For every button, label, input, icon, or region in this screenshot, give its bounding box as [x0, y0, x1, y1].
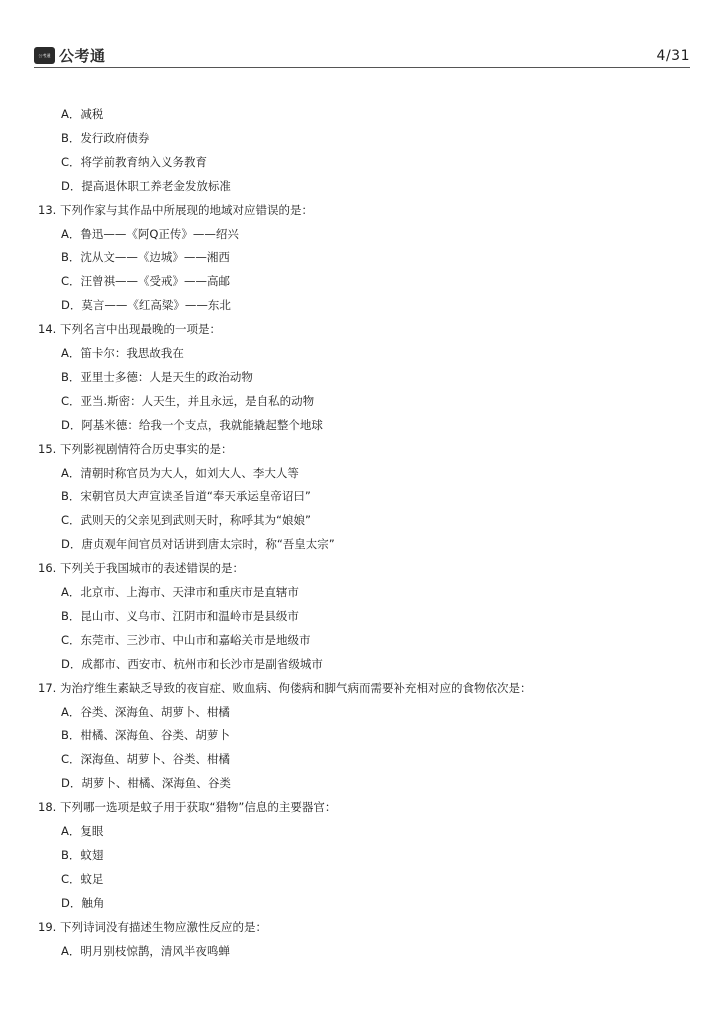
- answer-option: C．亚当.斯密：人天生，并且永远，是自私的动物: [61, 393, 315, 408]
- answer-option: A．鲁迅——《阿Q正传》——绍兴: [61, 226, 239, 241]
- answer-option: A．北京市、上海市、天津市和重庆市是直辖市: [61, 585, 299, 599]
- answer-option: B．昆山市、义乌市、江阴市和温岭市是县级市: [61, 608, 299, 623]
- answer-option: A．复眼: [61, 824, 104, 838]
- answer-option: C．汪曾祺——《受戒》——高邮: [61, 274, 231, 289]
- answer-option: B．蚊翅: [61, 847, 104, 862]
- answer-option: D．触角: [61, 895, 105, 910]
- brand-name: 公考通: [59, 46, 106, 65]
- logo-icon: 公考通: [34, 47, 55, 64]
- answer-option: B．宋朝官员大声宣读圣旨道“奉天承运皇帝诏曰”: [61, 489, 311, 504]
- answer-option: A．明月别枝惊鹊，清风半夜鸣蝉: [61, 943, 230, 958]
- question-stem: 13. 下列作家与其作品中所展现的地域对应错误的是：: [38, 202, 313, 217]
- answer-option: C．蚊足: [61, 871, 104, 886]
- question-stem: 18. 下列哪一选项是蚊子用于获取“猎物”信息的主要器官：: [38, 800, 337, 815]
- answer-option: B．柑橘、深海鱼、谷类、胡萝卜: [61, 728, 230, 743]
- answer-option: C．深海鱼、胡萝卜、谷类、柑橘: [61, 752, 231, 767]
- question-stem: 17. 为治疗维生素缺乏导致的夜盲症、败血病、佝偻病和脚气病而需要补充相对应的食物依次是：: [38, 680, 532, 695]
- question-stem: 19. 下列诗词没有描述生物应激性反应的是：: [38, 919, 267, 934]
- answer-option: D．莫言——《红高粱》——东北: [61, 298, 231, 313]
- answer-option: A．清朝时称官员为大人，如刘大人、李大人等: [61, 465, 299, 480]
- answer-option: C．东莞市、三沙市、中山市和嘉峪关市是地级市: [61, 632, 311, 647]
- page-number: 4/31: [656, 48, 690, 64]
- answer-option: C．武则天的父亲见到武则天时，称呼其为“娘娘”: [61, 513, 311, 528]
- question-stem: 14. 下列名言中出现最晚的一项是：: [38, 322, 221, 337]
- answer-option: D．成都市、西安市、杭州市和长沙市是副省级城市: [61, 656, 323, 671]
- answer-option: A．笛卡尔：我思故我在: [61, 346, 184, 360]
- answer-option: A．谷类、深海鱼、胡萝卜、柑橘: [61, 704, 230, 719]
- answer-option: A．减税: [61, 107, 104, 121]
- answer-option: B．发行政府债券: [61, 130, 150, 145]
- answer-option: B．亚里士多德：人是天生的政治动物: [61, 369, 253, 384]
- question-stem: 15. 下列影视剧情符合历史事实的是：: [38, 441, 233, 456]
- answer-option: D．提高退休职工养老金发放标准: [61, 178, 231, 193]
- answer-option: D．唐贞观年间官员对话讲到唐太宗时，称“吾皇太宗”: [61, 537, 335, 552]
- answer-option: B．沈从文——《边城》——湘西: [61, 250, 230, 265]
- answer-option: D．胡萝卜、柑橘、深海鱼、谷类: [61, 776, 231, 791]
- answer-option: C．将学前教育纳入义务教育: [61, 154, 208, 169]
- question-stem: 16. 下列关于我国城市的表述错误的是：: [38, 561, 244, 576]
- answer-option: D．阿基米德：给我一个支点，我就能撬起整个地球: [61, 417, 323, 432]
